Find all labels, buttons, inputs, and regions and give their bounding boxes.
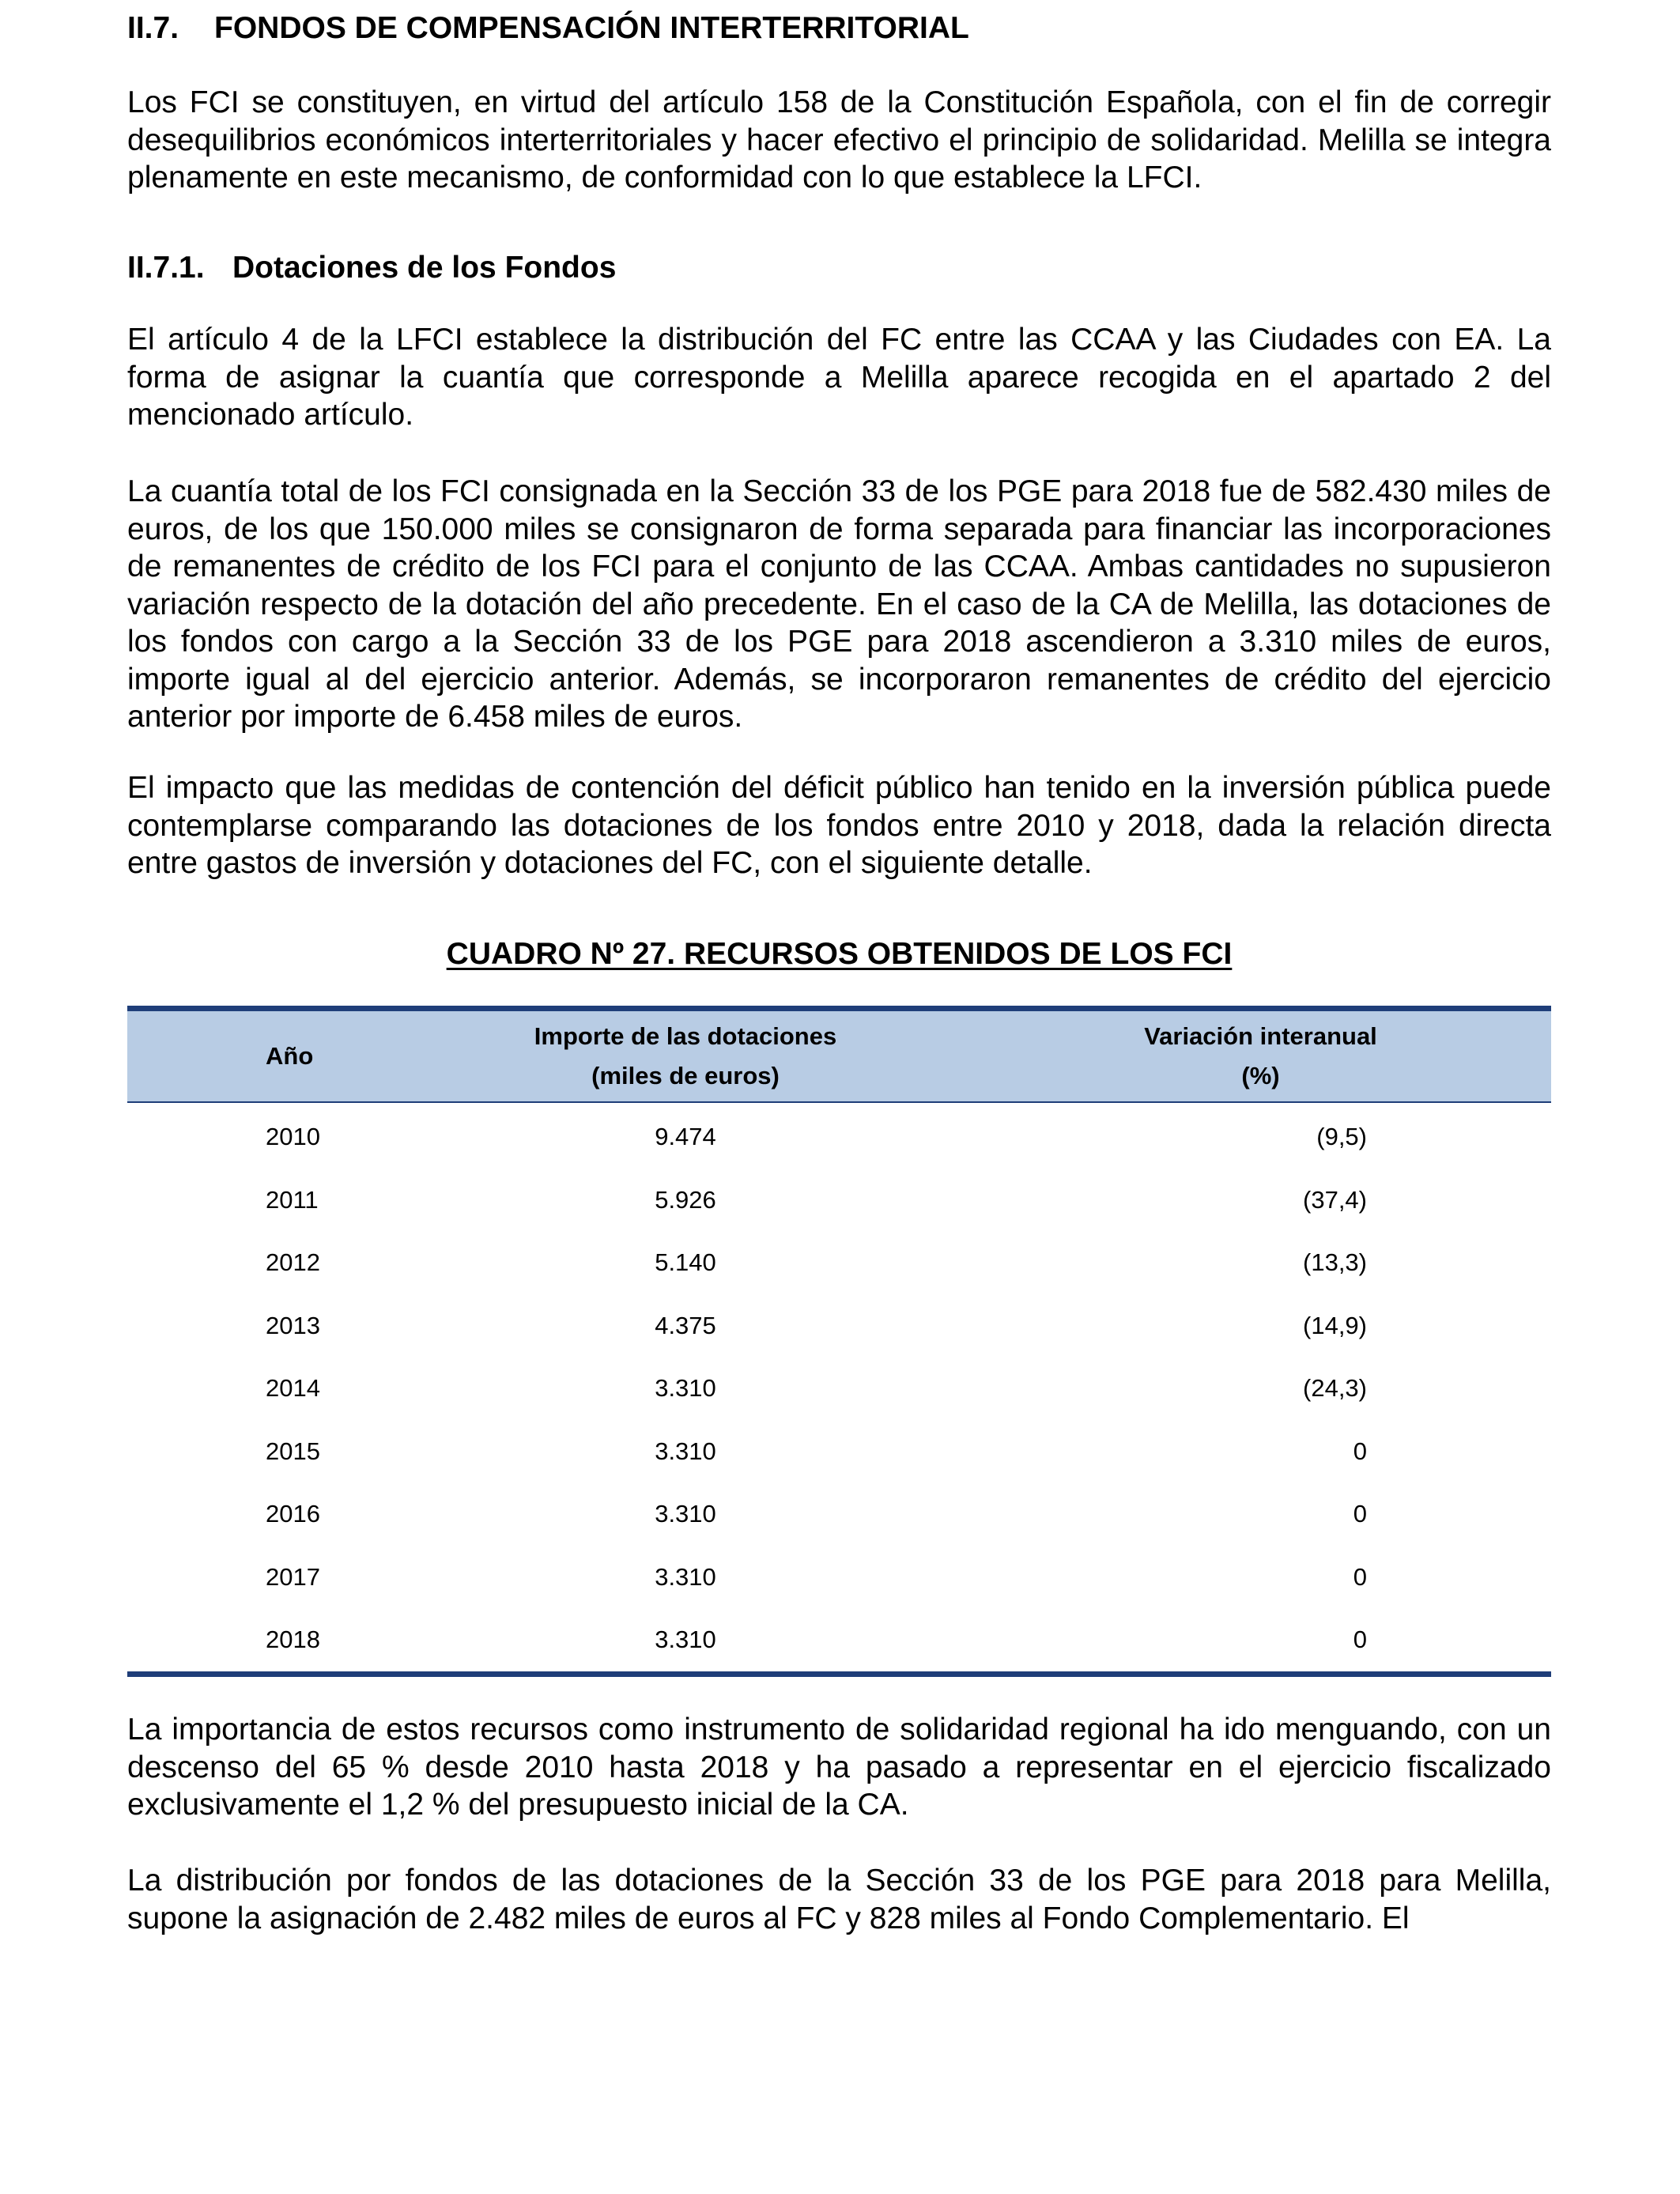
table-row [127, 1420, 1551, 1483]
cell-amount: 3.310 [655, 1500, 716, 1528]
cell-amount: 3.310 [655, 1374, 716, 1403]
header-variation-line2: (%) [1241, 1061, 1280, 1089]
header-amount [401, 1009, 970, 1102]
table-row [127, 1358, 1551, 1421]
table-row [127, 1232, 1551, 1295]
section-title: FONDOS DE COMPENSACIÓN INTERTERRITORIAL [214, 11, 969, 45]
cell-variation: 0 [970, 1609, 1551, 1675]
header-variation-line1: Variación interanual [1144, 1021, 1377, 1050]
cell-year: 2010 [266, 1123, 320, 1151]
section-heading [127, 9, 969, 47]
cell-variation: 0 [1353, 1437, 1367, 1465]
table-header-row [127, 1009, 1551, 1102]
table-caption [127, 935, 1551, 973]
body-paragraph: La importancia de estos recursos como instrumento de solidaridad regional ha ido menguando, con un descenso del 65 % desde 2010 hasta 2018 y ha pasado a representar en el ejercicio fiscalizado exclusivamente el 1,2 % del presupuesto inicial de la CA. [127, 1713, 1551, 1822]
cell-year: 2018 [127, 1609, 401, 1675]
cell-year: 2016 [266, 1500, 320, 1528]
table-caption-text: CUADRO Nº 27. RECURSOS OBTENIDOS DE LOS FCI [446, 937, 1233, 971]
cell-amount: 3.310 [401, 1609, 970, 1675]
cell-variation: (9,5) [1316, 1123, 1367, 1151]
cell-amount: 4.375 [655, 1311, 716, 1339]
cell-variation: (24,3) [1303, 1374, 1367, 1403]
cell-variation: 0 [1353, 1562, 1367, 1591]
subsection-number: II.7.1. [127, 251, 205, 285]
header-amount-line1: Importe de las dotaciones [534, 1021, 837, 1050]
cell-amount: 3.310 [655, 1437, 716, 1465]
table-row [127, 1609, 1551, 1675]
cell-variation: 0 [1353, 1500, 1367, 1528]
fci-resources-table [127, 1006, 1551, 1677]
header-amount-line2: (miles de euros) [591, 1061, 780, 1089]
cell-year: 2011 [266, 1185, 319, 1214]
cell-amount: 3.310 [655, 1562, 716, 1591]
header-variation [970, 1009, 1551, 1102]
table-row [127, 1102, 1551, 1169]
cell-year: 2013 [266, 1311, 320, 1339]
subsection-heading [127, 249, 616, 287]
cell-variation: (14,9) [1303, 1311, 1367, 1339]
cell-year: 2015 [266, 1437, 320, 1465]
cell-year: 2012 [266, 1248, 320, 1277]
cell-year: 2017 [266, 1562, 320, 1591]
intro-paragraph: Los FCI se constituyen, en virtud del artículo 158 de la Constitución Española, con el fin de corregir desequilibrios económicos interterritoriales y hacer efectivo el principio de solidaridad. Melilla se integra plenamente en este mecanismo, de conformidad con lo que establece la LFCI. [127, 85, 1551, 194]
cell-amount: 9.474 [655, 1123, 716, 1151]
cell-variation: (37,4) [1303, 1185, 1367, 1214]
header-year: Año [127, 1009, 401, 1102]
table-row [127, 1483, 1551, 1546]
table-row [127, 1169, 1551, 1232]
body-paragraph: El impacto que las medidas de contención del déficit público han tenido en la inversión pública puede contemplarse comparando las dotaciones de los fondos entre 2010 y 2018, dada la relación directa entre gastos de inversión y dotaciones del FC, con el siguiente detalle. [127, 771, 1551, 880]
body-paragraph: La cuantía total de los FCI consignada en la Sección 33 de los PGE para 2018 fue de 582.430 miles de euros, de los que 150.000 miles se consignaron de forma separada para financiar las incorporaciones de remanentes de crédito de los FCI para el conjunto de las CCAA. Ambas cantidades no supusieron variación respecto de la dotación del año precedente. En el caso de la CA de Melilla, las dotaciones de los fondos con cargo a la Sección 33 de los PGE para 2018 ascendieron a 3.310 miles de euros, importe igual al del ejercicio anterior. Además, se incorporaron remanentes de crédito del ejercicio anterior por importe de 6.458 miles de euros. [127, 474, 1551, 734]
section-number: II.7. [127, 11, 179, 45]
body-paragraph: El artículo 4 de la LFCI establece la distribución del FC entre las CCAA y las Ciudades con EA. La forma de asignar la cuantía que corresponde a Melilla aparece recogida en el apartado 2 del mencionado artículo. [127, 323, 1551, 432]
cell-variation: (13,3) [1303, 1248, 1367, 1277]
cell-amount: 5.926 [655, 1185, 716, 1214]
body-paragraph: La distribución por fondos de las dotaciones de la Sección 33 de los PGE para 2018 para Melilla, supone la asignación de 2.482 miles de euros al FC y 828 miles al Fondo Complementario. El [127, 1864, 1551, 1935]
table-row [127, 1294, 1551, 1358]
table-row [127, 1546, 1551, 1609]
cell-year: 2014 [266, 1374, 320, 1403]
subsection-title: Dotaciones de los Fondos [232, 251, 617, 285]
cell-amount: 5.140 [655, 1248, 716, 1277]
